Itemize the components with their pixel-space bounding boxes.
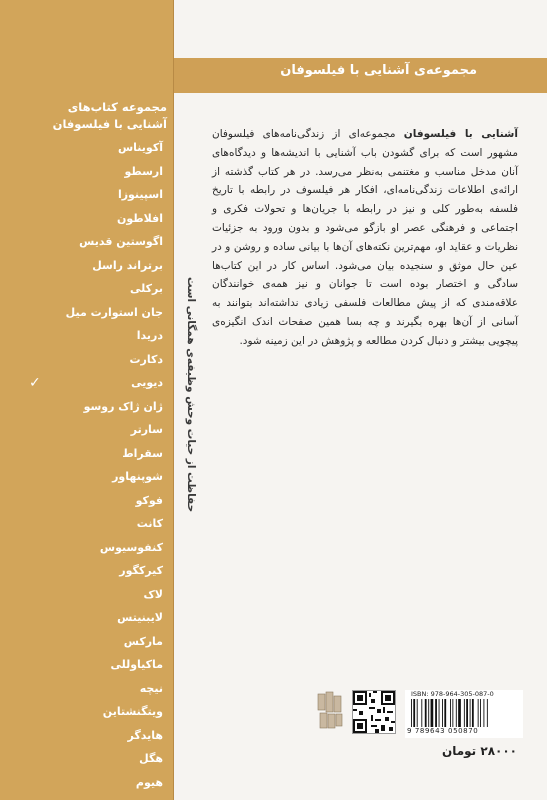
philosopher-item bbox=[13, 584, 163, 608]
sidebar-heading-line2: آشنایی با فیلسوفان bbox=[52, 117, 167, 131]
philosopher-item bbox=[13, 560, 163, 584]
philosopher-name: اگوستین قدیس bbox=[79, 235, 163, 248]
series-description bbox=[212, 125, 518, 351]
philosopher-item bbox=[13, 748, 163, 772]
philosopher-name: برتراند راسل bbox=[92, 258, 163, 272]
philosopher-name: دریدا bbox=[136, 329, 163, 342]
description-body: مجموعه‌ای از زندگی‌نامه‌های فیلسوفان مشهور است که برای گشودن باب آشنایی با اندیشه‌ها و دیدگاه‌های آنان مدخل مناسب و مغتنمی به‌نظر می‌رسد. در هر کتاب گذشته از ارائه‌ی اطلاعات زندگی‌نامه‌ای، افکار هر فیلسوف در رابطه با تاریخ فلسفه به‌طور کلی و نیز در رابطه با جریان‌ها و تحولات فکری و اجتماعی و فرهنگی عصر او بازگو می‌شود و بدون ورود به جزئیات نظریات و عقاید او، مهم‌ترین نکته‌های آن‌ها با بیانی ساده و روشن و در عین حال موثق و سنجیده بیان می‌شود. اساس کار در این کتاب‌ها سادگی و اختصار بوده است تا جوانان و نیز همه‌ی خوانندگان علاقه‌مندی که از پیش مطالعات فلسفی زیادی نداشته‌اند بتوانند به آسانی از آن‌ها بهره بگیرند و چه بسا همین صفحات اندک انگیزه‌ی پیچویی بیشتر و دنبال کردن مطالعه و پژوهش در این زمینه شود. bbox=[212, 128, 518, 347]
philosopher-item bbox=[13, 278, 163, 302]
philosopher-name: فوکو bbox=[135, 493, 163, 507]
philosopher-name: هایدگر bbox=[127, 728, 163, 742]
philosopher-item bbox=[13, 513, 163, 537]
philosopher-list bbox=[13, 137, 163, 795]
price-label: ۲۸۰۰۰ تومان bbox=[441, 744, 517, 758]
sidebar-heading bbox=[17, 99, 167, 133]
philosopher-item bbox=[13, 537, 163, 561]
philosopher-name: جان استوارت میل bbox=[65, 305, 163, 319]
philosopher-name: اسپینوزا bbox=[117, 188, 163, 201]
philosopher-name: ژان ژاک روسو bbox=[83, 399, 163, 413]
philosopher-item bbox=[13, 137, 163, 161]
philosopher-item bbox=[13, 231, 163, 255]
philosopher-name: هیوم bbox=[135, 775, 163, 789]
isbn-label: ISBN: 978-964-305-087-0 bbox=[411, 690, 494, 698]
philosopher-item bbox=[13, 772, 163, 796]
publisher-logo bbox=[315, 690, 345, 732]
philosopher-item bbox=[13, 654, 163, 678]
philosopher-name: ارسطو bbox=[124, 164, 163, 178]
philosopher-name: نیچه bbox=[139, 681, 163, 695]
philosopher-name: دیویی bbox=[131, 376, 163, 389]
philosopher-item bbox=[13, 255, 163, 279]
philosopher-item bbox=[13, 678, 163, 702]
philosopher-item bbox=[13, 607, 163, 631]
philosopher-name: کانت bbox=[136, 517, 163, 530]
philosopher-item bbox=[13, 372, 163, 396]
barcode-panel bbox=[405, 690, 523, 738]
philosopher-name: کنفوسیوس bbox=[99, 540, 163, 554]
philosopher-name: هگل bbox=[139, 752, 163, 765]
philosopher-item bbox=[13, 701, 163, 725]
philosopher-name: برکلی bbox=[130, 282, 163, 295]
philosopher-name: ویتگنشتاین bbox=[102, 705, 163, 718]
philosopher-name: لاک bbox=[143, 587, 163, 601]
philosopher-name: کیرکگور bbox=[119, 564, 163, 577]
series-title: مجموعه‌ی آشنایی با فیلسوفان bbox=[280, 63, 477, 78]
philosopher-item bbox=[13, 349, 163, 373]
philosopher-name: سارتر bbox=[130, 423, 163, 436]
philosopher-item bbox=[13, 396, 163, 420]
philosopher-name: آکویناس bbox=[118, 141, 163, 154]
ean-number: 9 789643 050870 bbox=[407, 727, 479, 735]
barcode-icon bbox=[411, 699, 517, 727]
philosopher-item bbox=[13, 490, 163, 514]
philosopher-name: دکارت bbox=[129, 352, 163, 366]
philosopher-item bbox=[13, 725, 163, 749]
philosopher-item bbox=[13, 302, 163, 326]
philosopher-item bbox=[13, 184, 163, 208]
philosopher-item bbox=[13, 466, 163, 490]
philosopher-item bbox=[13, 161, 163, 185]
philosopher-name: افلاطون bbox=[117, 211, 163, 225]
check-icon: ✓ bbox=[29, 375, 41, 391]
philosopher-name: مارکس bbox=[123, 634, 163, 648]
qr-code bbox=[352, 690, 396, 734]
wildlife-note: حفاظت از حیات وحش وظیفه‌ی همگانی است bbox=[185, 276, 197, 512]
description-lead: آشنایی با فیلسوفان bbox=[403, 128, 518, 140]
philosopher-item bbox=[13, 419, 163, 443]
strip-edge bbox=[173, 0, 174, 800]
philosopher-item bbox=[13, 208, 163, 232]
philosopher-item bbox=[13, 631, 163, 655]
philosopher-name: شوپنهاور bbox=[112, 470, 163, 483]
philosopher-name: ماکیاوللی bbox=[110, 658, 163, 671]
philosopher-item bbox=[13, 443, 163, 467]
philosopher-name: لایبنیتس bbox=[117, 611, 163, 624]
philosopher-item bbox=[13, 325, 163, 349]
philosopher-name: سقراط bbox=[122, 446, 163, 460]
sidebar-heading-line1: مجموعه کتاب‌های bbox=[67, 100, 167, 114]
